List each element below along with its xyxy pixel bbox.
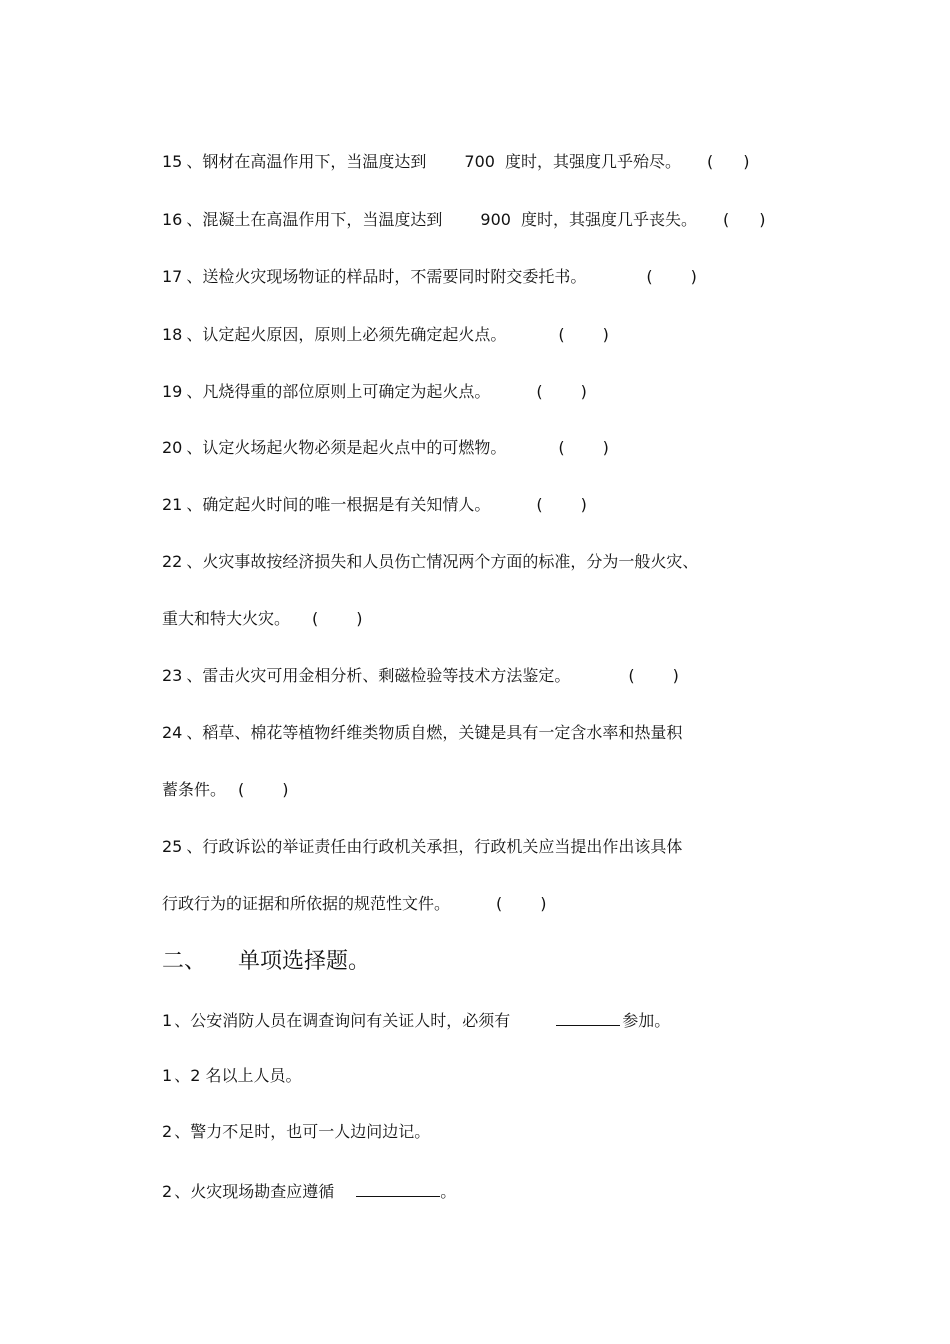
- answer-paren-right: ): [356, 609, 363, 628]
- question-number: 1: [162, 1011, 173, 1030]
- question-text: 重大和特大火灾。: [162, 609, 291, 628]
- question-text: 蓄条件。: [162, 780, 227, 799]
- section-heading: [162, 949, 370, 975]
- answer-paren-left: (: [628, 666, 635, 685]
- question-text: 稻草、棉花等植物纤维类物质自燃，关键是具有一定含水率和热量积: [202, 723, 683, 742]
- answer-paren-right: ): [602, 325, 609, 344]
- question-18: [162, 325, 609, 345]
- question-number: 18: [162, 325, 183, 344]
- answer-paren-left: (: [536, 382, 543, 401]
- question-text: 认定火场起火物必须是起火点中的可燃物。: [202, 438, 507, 457]
- question-number: 2: [162, 1182, 173, 1201]
- choice-question-1: [162, 1008, 670, 1031]
- answer-paren-right: ): [602, 438, 609, 457]
- question-text: 参加。: [622, 1011, 671, 1030]
- answer-paren-left: (: [312, 609, 319, 628]
- answer-paren-right: ): [540, 894, 547, 913]
- question-number: 21: [162, 495, 183, 514]
- answer-paren-left: (: [706, 152, 714, 171]
- option-text: 警力不足时，也可一人边问边记。: [190, 1122, 431, 1141]
- choice-option-1: [162, 1066, 301, 1086]
- question-text: 行政诉讼的举证责任由行政机关承担，行政机关应当提出作出该具体: [202, 837, 683, 856]
- question-22: [162, 552, 698, 572]
- question-text: 确定起火时间的唯一根据是有关知情人。: [202, 495, 491, 514]
- answer-paren-right: ): [580, 495, 587, 514]
- temperature-value: 700: [464, 152, 495, 171]
- question-text: 度时，其强度几乎殆尽。: [504, 152, 681, 171]
- separator: 、: [174, 1066, 191, 1085]
- separator: 、: [186, 495, 203, 514]
- question-number: 17: [162, 267, 183, 286]
- separator: 、: [186, 837, 203, 856]
- question-16: [162, 210, 765, 230]
- answer-blank: [556, 1008, 620, 1026]
- answer-paren-right: ): [580, 382, 587, 401]
- separator: 、: [186, 382, 203, 401]
- separator: 、: [186, 325, 203, 344]
- question-20: [162, 438, 609, 458]
- question-text: 钢材在高温作用下，当温度达到: [202, 152, 427, 171]
- separator: 、: [186, 552, 203, 571]
- separator: 、: [186, 723, 203, 742]
- question-number: 19: [162, 382, 183, 401]
- answer-blank: [356, 1179, 440, 1197]
- separator: 、: [186, 267, 203, 286]
- answer-paren-right: ): [282, 780, 289, 799]
- question-22-continued: [162, 609, 363, 629]
- question-number: 23: [162, 666, 183, 685]
- question-number: 15: [162, 152, 183, 171]
- question-text: 。: [440, 1182, 457, 1201]
- question-number: 25: [162, 837, 183, 856]
- question-number: 24: [162, 723, 183, 742]
- question-text: 雷击火灾可用金相分析、剩磁检验等技术方法鉴定。: [202, 666, 571, 685]
- answer-paren-left: (: [536, 495, 543, 514]
- temperature-value: 900: [480, 210, 511, 229]
- question-number: 22: [162, 552, 183, 571]
- answer-paren-right: ): [690, 267, 697, 286]
- question-24: [162, 723, 682, 743]
- answer-paren-left: (: [238, 780, 245, 799]
- choice-option-2: [162, 1122, 430, 1142]
- answer-paren-left: (: [722, 210, 730, 229]
- answer-paren-left: (: [558, 438, 565, 457]
- question-21: [162, 495, 587, 515]
- question-text: 凡烧得重的部位原则上可确定为起火点。: [202, 382, 491, 401]
- question-text: 混凝土在高温作用下，当温度达到: [202, 210, 443, 229]
- separator: 、: [186, 438, 203, 457]
- separator: 、: [186, 210, 203, 229]
- separator: 、: [186, 152, 203, 171]
- section-title: 单项选择题。: [238, 949, 371, 974]
- separator: 、: [174, 1182, 191, 1201]
- separator: 、: [174, 1011, 191, 1030]
- question-19: [162, 382, 587, 402]
- choice-question-2: [162, 1179, 456, 1202]
- question-number: 20: [162, 438, 183, 457]
- option-number: 1: [162, 1066, 173, 1085]
- separator: 、: [186, 666, 203, 685]
- answer-paren-left: (: [646, 267, 653, 286]
- answer-paren-right: ): [672, 666, 679, 685]
- section-number: 二、: [162, 949, 207, 974]
- question-23: [162, 666, 679, 686]
- answer-paren-left: (: [558, 325, 565, 344]
- answer-paren-left: (: [496, 894, 503, 913]
- question-text: 行政行为的证据和所依据的规范性文件。: [162, 894, 451, 913]
- question-text: 认定起火原因，原则上必须先确定起火点。: [202, 325, 507, 344]
- answer-paren-right: ): [743, 152, 750, 171]
- separator: 、: [174, 1122, 191, 1141]
- question-17: [162, 267, 697, 287]
- question-25-continued: [162, 894, 547, 914]
- question-text: 公安消防人员在调查询问有关证人时，必须有: [190, 1011, 511, 1030]
- option-number: 2: [162, 1122, 173, 1141]
- option-text: 2 名以上人员。: [190, 1066, 302, 1085]
- question-25: [162, 837, 682, 857]
- question-text: 火灾现场勘查应遵循: [190, 1182, 335, 1201]
- question-15: [162, 152, 749, 172]
- question-text: 度时，其强度几乎丧失。: [520, 210, 697, 229]
- answer-paren-right: ): [759, 210, 766, 229]
- question-number: 16: [162, 210, 183, 229]
- question-text: 火灾事故按经济损失和人员伤亡情况两个方面的标准，分为一般火灾、: [202, 552, 699, 571]
- question-text: 送检火灾现场物证的样品时，不需要同时附交委托书。: [202, 267, 587, 286]
- question-24-continued: [162, 780, 289, 800]
